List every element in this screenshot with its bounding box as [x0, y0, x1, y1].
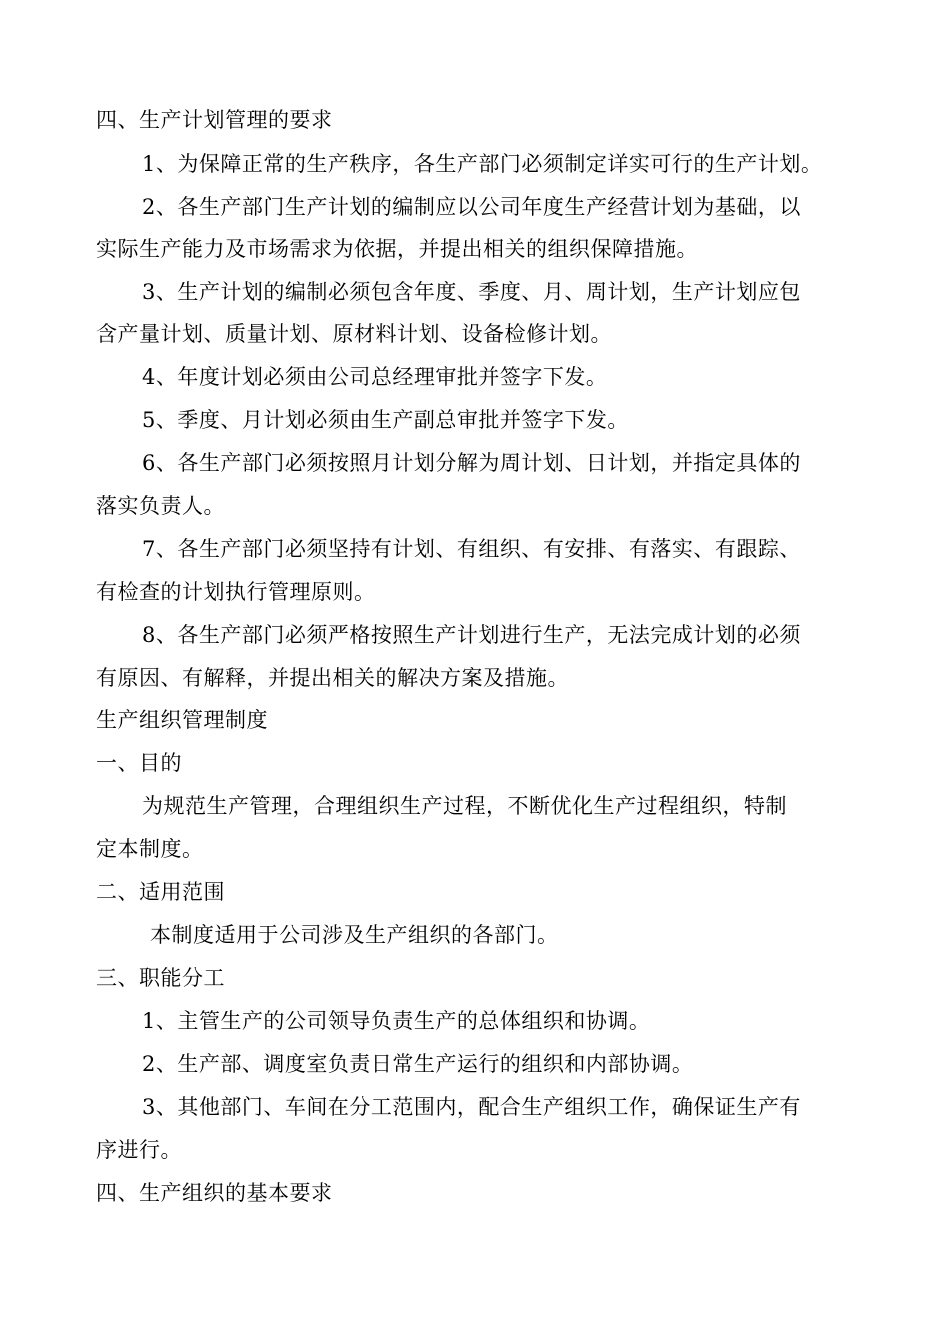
paragraph-line: 8、各生产部门必须严格按照生产计划进行生产，无法完成计划的必须 [142, 623, 801, 647]
paragraph-line: 7、各生产部门必须坚持有计划、有组织、有安排、有落实、有跟踪、 [142, 537, 801, 561]
paragraph-line: 为规范生产管理，合理组织生产过程，不断优化生产过程组织，特制 [142, 794, 787, 818]
paragraph-line: 2、各生产部门生产计划的编制应以公司年度生产经营计划为基础，以 [142, 195, 801, 219]
section-heading-plan-requirements: 四、生产计划管理的要求 [96, 108, 333, 132]
section-heading-basic-requirements: 四、生产组织的基本要求 [96, 1181, 333, 1205]
document-title-production-organization: 生产组织管理制度 [96, 708, 268, 732]
paragraph-line: 6、各生产部门必须按照月计划分解为周计划、日计划，并指定具体的 [142, 451, 801, 475]
paragraph-line: 3、生产计划的编制必须包含年度、季度、月、周计划，生产计划应包 [142, 280, 801, 304]
paragraph-line: 含产量计划、质量计划、原材料计划、设备检修计划。 [96, 322, 612, 346]
paragraph-line: 1、主管生产的公司领导负责生产的总体组织和协调。 [142, 1009, 651, 1033]
paragraph-line: 落实负责人。 [96, 494, 225, 518]
paragraph-line: 有原因、有解释，并提出相关的解决方案及措施。 [96, 666, 569, 690]
paragraph-line: 1、为保障正常的生产秩序，各生产部门必须制定详实可行的生产计划。 [142, 152, 823, 176]
paragraph-line: 本制度适用于公司涉及生产组织的各部门。 [150, 923, 559, 947]
paragraph-line: 3、其他部门、车间在分工范围内，配合生产组织工作，确保证生产有 [142, 1095, 801, 1119]
paragraph-line: 序进行。 [96, 1138, 182, 1162]
section-heading-division-of-functions: 三、职能分工 [96, 966, 225, 990]
paragraph-line: 5、季度、月计划必须由生产副总审批并签字下发。 [142, 408, 629, 432]
paragraph-line: 定本制度。 [96, 837, 204, 861]
paragraph-line: 2、生产部、调度室负责日常生产运行的组织和内部协调。 [142, 1052, 694, 1076]
paragraph-line: 有检查的计划执行管理原则。 [96, 580, 376, 604]
paragraph-line: 实际生产能力及市场需求为依据，并提出相关的组织保障措施。 [96, 237, 698, 261]
paragraph-line: 4、年度计划必须由公司总经理审批并签字下发。 [142, 365, 608, 389]
section-heading-scope: 二、适用范围 [96, 880, 225, 904]
section-heading-purpose: 一、目的 [96, 751, 182, 775]
